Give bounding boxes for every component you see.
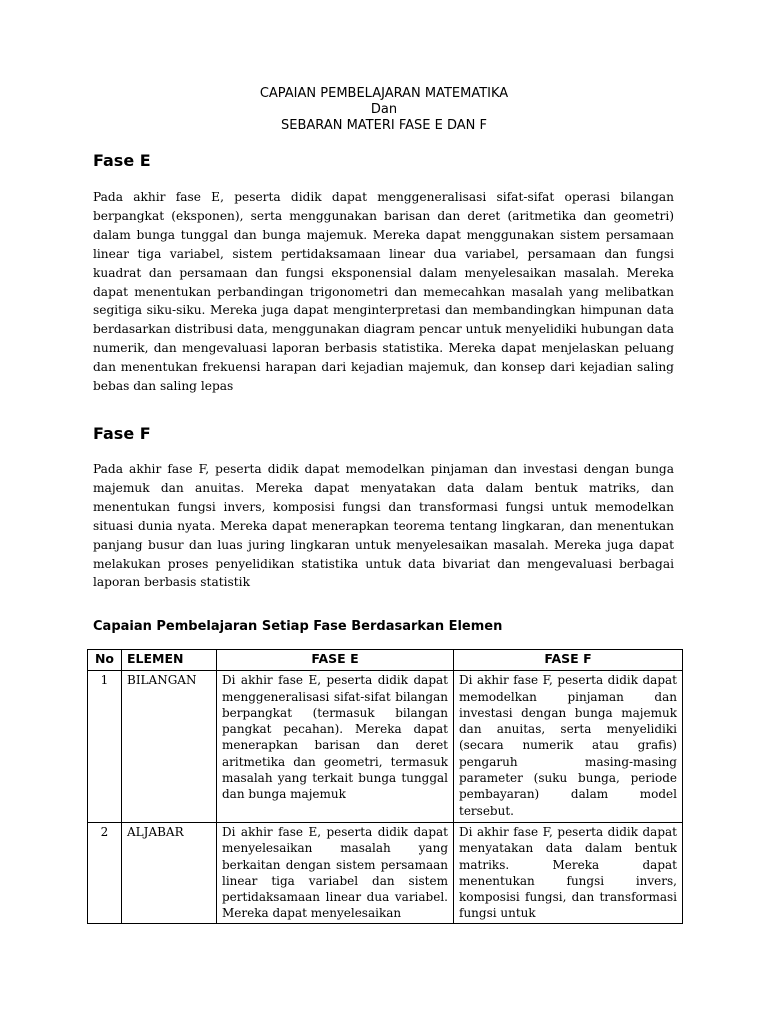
fase-e-heading: Fase E	[93, 151, 151, 170]
table-row	[88, 671, 683, 823]
fase-f-paragraph: Pada akhir fase F, peserta didik dapat memodelkan pinjaman dan investasi dengan bunga majemuk dan anuitas. Mereka dapat menyatakan data dalam bentuk matriks, dan menentukan fungsi invers, komposisi fungsi dan transformasi fungsi untuk memodelkan situasi dunia nyata. Mereka dapat menerapkan teorema tentang lingkaran, dan menentukan panjang busur dan luas juring lingkaran untuk menyelesaikan masalah. Mereka juga dapat melakukan proses penyelidikan statistika untuk data bivariat dan mengevaluasi berbagai laporan berbasis statistik	[93, 462, 674, 590]
header-fase-f: FASE F	[454, 650, 683, 671]
row-fase-f: Di akhir fase F, peserta didik dapat memodelkan pinjaman dan investasi dengan bunga majemuk dan anuitas, serta menyelidiki (secara numerik atau grafis) pengaruh masing-masing parameter (suku bunga, periode pembayaran) dalam model tersebut.	[454, 671, 683, 823]
header-no: No	[88, 650, 122, 671]
row-elemen: BILANGAN	[122, 671, 217, 823]
row-number: 1	[88, 671, 122, 823]
row-fase-f	[454, 822, 683, 923]
fase-e-paragraph: Pada akhir fase E, peserta didik dapat menggeneralisasi sifat-sifat operasi bilangan berpangkat (eksponen), serta menggunakan barisan dan deret (aritmetika dan geometri) dalam bunga tunggal dan bunga majemuk. Mereka dapat menggunakan sistem persamaan linear tiga variabel, sistem pertidaksamaan linear dua variabel, persamaan dan fungsi kuadrat dan persamaan dan fungsi eksponensial dalam menyelesaikan masalah. Mereka dapat menentukan perbandingan trigonometri dan memecahkan masalah yang melibatkan segitiga siku-siku. Mereka juga dapat menginterpretasi dan membandingkan himpunan data berdasarkan distribusi data, menggunakan diagram pencar untuk menyelidiki hubungan data numerik, dan mengevaluasi laporan berbasis statistika. Mereka dapat menjelaskan peluang dan menentukan frekuensi harapan dari kejadian majemuk, dan konsep dari kejadian saling bebas dan saling lepas	[93, 190, 674, 394]
table-header-row	[88, 650, 683, 671]
table-row	[88, 822, 683, 923]
capaian-table	[87, 649, 683, 924]
table-title: Capaian Pembelajaran Setiap Fase Berdasarkan Elemen	[93, 619, 503, 634]
row-elemen: ALJABAR	[122, 822, 217, 923]
row-fase-e-text: Di akhir fase E, peserta didik dapat menyelesaikan masalah yang berkaitan dengan sistem persamaan linear tiga variabel dan sistem pertidaksamaan linear dua variabel. Mereka dapat menyelesaikan	[222, 824, 448, 920]
row-fase-e: Di akhir fase E, peserta didik dapat menggeneralisasi sifat-sifat bilangan berpangkat (termasuk bilangan pangkat pecahan). Mereka dapat menerapkan barisan dan deret aritmetika dan geometri, termasuk masalah yang terkait bunga tunggal dan bunga majemuk	[217, 671, 454, 823]
row-fase-e	[217, 822, 454, 923]
header-elemen: ELEMEN	[122, 650, 217, 671]
header-fase-e: FASE E	[217, 650, 454, 671]
row-number: 2	[88, 822, 122, 923]
title-line-2: Dan	[370, 102, 398, 117]
row-fase-f-text: Di akhir fase F, peserta didik dapat menyatakan data dalam bentuk matriks. Mereka dapat menentukan fungsi invers, komposisi fungsi, dan transformasi fungsi untuk	[459, 824, 677, 920]
document-title	[0, 86, 768, 134]
title-line-3: SEBARAN MATERI FASE E DAN F	[281, 118, 487, 133]
fase-f-heading: Fase F	[93, 424, 151, 443]
title-line-1: CAPAIAN PEMBELAJARAN MATEMATIKA	[259, 86, 509, 101]
